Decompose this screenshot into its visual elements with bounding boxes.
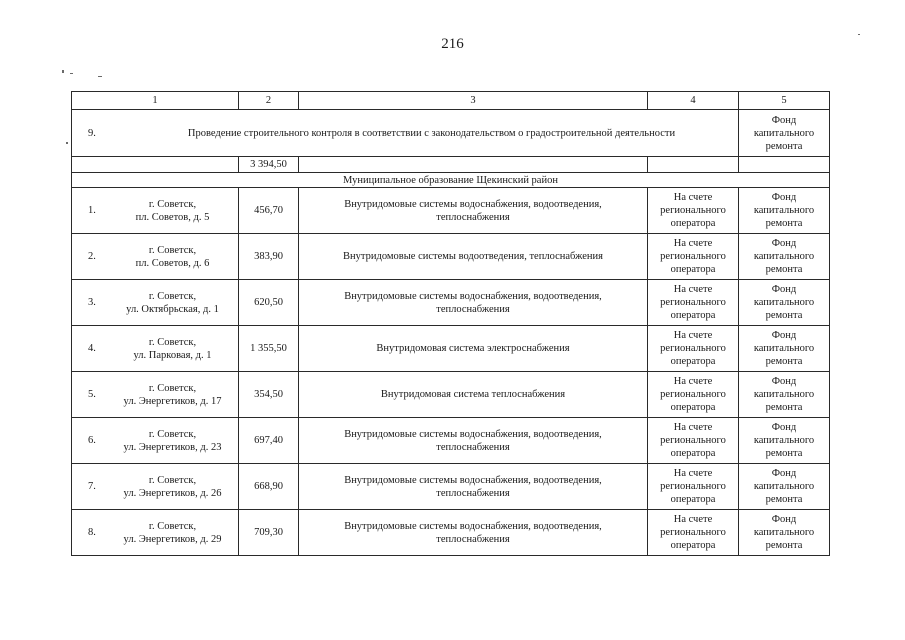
scan-mark (62, 70, 64, 73)
address-city: г. Советск, (148, 336, 197, 348)
row-number: 5. (88, 389, 96, 400)
address-cell (72, 372, 239, 418)
source-cell: Фонд капитального ремонта (739, 510, 830, 556)
total-empty-cell (739, 157, 830, 173)
scan-mark (70, 73, 73, 74)
total-amount: 3 394,50 (239, 157, 299, 173)
task-cell (72, 110, 739, 157)
work-line: Внутридомовые системы водоснабжения, водоотведения, (344, 520, 602, 532)
task-row (72, 110, 830, 157)
table-row (72, 326, 830, 372)
account-cell: На счете регионального оператора (648, 280, 739, 326)
address-cell (72, 464, 239, 510)
address-cell (72, 510, 239, 556)
address-city: г. Советск, (148, 382, 197, 394)
address-city: г. Советск, (148, 520, 197, 532)
address-city: г. Советск, (148, 198, 197, 210)
address-street: пл. Советов, д. 5 (135, 211, 210, 223)
row-number: 8. (88, 527, 96, 538)
address-street: ул. Энергетиков, д. 23 (123, 441, 222, 453)
address-street: ул. Энергетиков, д. 26 (123, 487, 222, 499)
address-street: пл. Советов, д. 6 (135, 257, 210, 269)
amount-cell: 709,30 (239, 510, 299, 556)
work-line: теплоснабжения (436, 303, 510, 315)
table-row (72, 234, 830, 280)
table-row (72, 464, 830, 510)
work-line: теплоснабжения (436, 533, 510, 545)
header-cell: 1 (72, 92, 239, 110)
source-cell: Фонд капитального ремонта (739, 372, 830, 418)
header-cell: 4 (648, 92, 739, 110)
table-row (72, 188, 830, 234)
address-street: ул. Энергетиков, д. 17 (123, 395, 222, 407)
source-cell: Фонд капитального ремонта (739, 234, 830, 280)
source-cell: Фонд капитального ремонта (739, 464, 830, 510)
account-cell: На счете регионального оператора (648, 464, 739, 510)
total-empty-cell (299, 157, 648, 173)
work-line: Внутридомовые системы водоснабжения, водоотведения, (344, 474, 602, 486)
address-street: ул. Октябрьская, д. 1 (126, 303, 219, 315)
scan-mark (858, 34, 860, 35)
amount-cell: 456,70 (239, 188, 299, 234)
address-city: г. Советск, (148, 474, 197, 486)
header-cell: 5 (739, 92, 830, 110)
account-cell: На счете регионального оператора (648, 510, 739, 556)
work-line: Внутридомовые системы водоснабжения, водоотведения, (344, 428, 602, 440)
amount-cell: 668,90 (239, 464, 299, 510)
address-city: г. Советск, (148, 428, 197, 440)
work-line: Внутридомовые системы водоснабжения, водоотведения, (344, 290, 602, 302)
source-cell: Фонд капитального ремонта (739, 188, 830, 234)
address-city: г. Советск, (148, 244, 197, 256)
row-number: 7. (88, 481, 96, 492)
header-cell: 3 (299, 92, 648, 110)
amount-cell: 697,40 (239, 418, 299, 464)
work-line: теплоснабжения (436, 487, 510, 499)
page-number: 216 (441, 36, 464, 52)
total-empty-cell (72, 157, 239, 173)
total-row (72, 157, 830, 173)
row-number: 2. (88, 251, 96, 262)
work-cell (299, 418, 648, 464)
address-cell (72, 418, 239, 464)
amount-cell: 620,50 (239, 280, 299, 326)
work-cell (299, 188, 648, 234)
table-row (72, 372, 830, 418)
work-cell (299, 280, 648, 326)
work-line: Внутридомовые системы водоснабжения, водоотведения, (344, 198, 602, 210)
account-cell: На счете регионального оператора (648, 188, 739, 234)
address-cell (72, 234, 239, 280)
task-source: Фонд капитального ремонта (739, 110, 830, 157)
amount-cell: 1 355,50 (239, 326, 299, 372)
account-cell: На счете регионального оператора (648, 418, 739, 464)
address-street: ул. Парковая, д. 1 (133, 349, 212, 361)
work-line: Внутридомовые системы водоотведения, теплоснабжения (343, 251, 603, 262)
table-row (72, 280, 830, 326)
works-table (71, 91, 830, 556)
scan-mark (66, 142, 68, 144)
work-cell (299, 326, 648, 372)
amount-cell: 354,50 (239, 372, 299, 418)
source-cell: Фонд капитального ремонта (739, 326, 830, 372)
row-number: 6. (88, 435, 96, 446)
source-cell: Фонд капитального ремонта (739, 280, 830, 326)
address-cell (72, 326, 239, 372)
table-row (72, 418, 830, 464)
address-street: ул. Энергетиков, д. 29 (123, 533, 222, 545)
work-cell (299, 510, 648, 556)
header-cell: 2 (239, 92, 299, 110)
work-line: Внутридомовая система теплоснабжения (380, 389, 566, 400)
address-city: г. Советск, (148, 290, 197, 302)
task-text: Проведение строительного контроля в соответствии с законодательством о градостроительной деятельности (187, 127, 676, 139)
work-cell (299, 372, 648, 418)
total-empty-cell (648, 157, 739, 173)
table-header-row (72, 92, 830, 110)
work-line: теплоснабжения (436, 211, 510, 223)
scan-mark (98, 76, 102, 77)
address-cell (72, 188, 239, 234)
account-cell: На счете регионального оператора (648, 326, 739, 372)
work-cell (299, 464, 648, 510)
source-cell: Фонд капитального ремонта (739, 418, 830, 464)
account-cell: На счете регионального оператора (648, 372, 739, 418)
address-cell (72, 280, 239, 326)
row-number: 3. (88, 297, 96, 308)
work-line: теплоснабжения (436, 441, 510, 453)
work-line: Внутридомовая система электроснабжения (376, 343, 570, 354)
account-cell: На счете регионального оператора (648, 234, 739, 280)
row-number: 4. (88, 343, 96, 354)
task-number: 9. (88, 127, 96, 139)
section-row (72, 173, 830, 188)
amount-cell: 383,90 (239, 234, 299, 280)
row-number: 1. (88, 205, 96, 216)
section-title: Муниципальное образование Щекинский район (72, 173, 830, 188)
work-cell (299, 234, 648, 280)
table-row (72, 510, 830, 556)
